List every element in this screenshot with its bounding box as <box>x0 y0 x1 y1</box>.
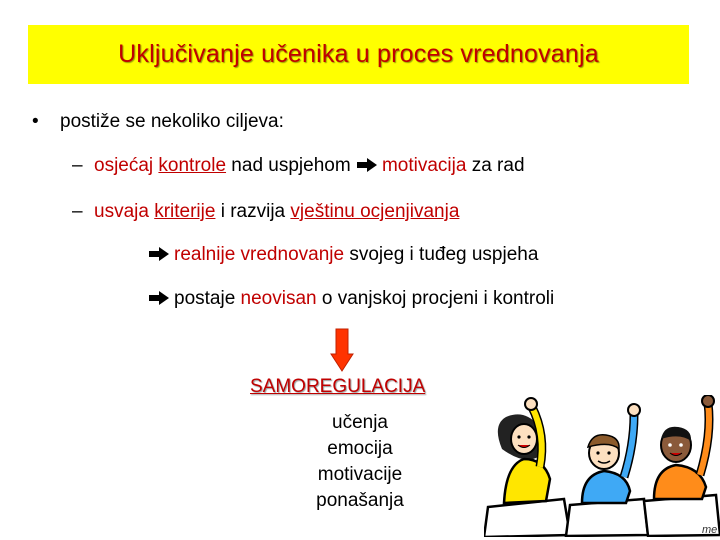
text-osjecaj: osjećaj <box>94 155 159 176</box>
text-neovisan: neovisan <box>240 288 317 309</box>
text-i-razvija: i razvija <box>215 201 291 222</box>
text-vjestinu-ocjenjivanja: vještinu ocjenjivanja <box>290 201 460 222</box>
text-usvaja: usvaja <box>94 201 155 222</box>
goals-text: postiže se nekoliko ciljeva: <box>60 111 284 132</box>
dash-marker: – <box>72 155 83 176</box>
area-emotion: emocija <box>327 438 393 459</box>
result-realistic-assessment <box>148 244 538 266</box>
raising-hands-illustration <box>484 395 720 537</box>
bullet-marker: • <box>32 111 39 132</box>
slide-title: Uključivanje učenika u proces vrednovanja <box>118 40 599 68</box>
bullet-point-goals <box>32 111 284 133</box>
slide-title-box <box>28 25 689 84</box>
girl-figure <box>498 398 550 503</box>
right-arrow-icon <box>148 291 170 305</box>
dash-marker: – <box>72 201 83 222</box>
artist-signature: me <box>702 524 718 536</box>
boy-blue-figure <box>582 404 640 503</box>
result-independence <box>148 288 554 310</box>
text-svojeg-i-tudeg: svojeg i tuđeg uspjeha <box>344 244 539 265</box>
text-za-rad: za rad <box>466 155 525 176</box>
area-motivation: motivacije <box>317 464 403 485</box>
text-kriterije: kriterije <box>154 201 216 222</box>
right-arrow-icon <box>356 158 378 172</box>
text-postaje: postaje <box>174 288 241 309</box>
sub-point-control <box>72 155 525 177</box>
text-realnije-vrednovanje: realnije vrednovanje <box>174 244 345 265</box>
text-kontrole: kontrole <box>158 155 227 176</box>
area-behavior: ponašanja <box>316 490 404 511</box>
area-learning: učenja <box>332 412 388 433</box>
sub-point-criteria <box>72 201 459 223</box>
boy-orange-figure <box>654 395 714 499</box>
text-nad-uspjehom: nad uspjehom <box>226 155 356 176</box>
text-o-vanjskoj: o vanjskoj procjeni i kontroli <box>316 288 555 309</box>
samoregulacija-label: SAMOREGULACIJA <box>250 376 426 397</box>
text-motivacija: motivacija <box>381 155 467 176</box>
down-arrow-icon <box>330 328 354 372</box>
right-arrow-icon <box>148 247 170 261</box>
